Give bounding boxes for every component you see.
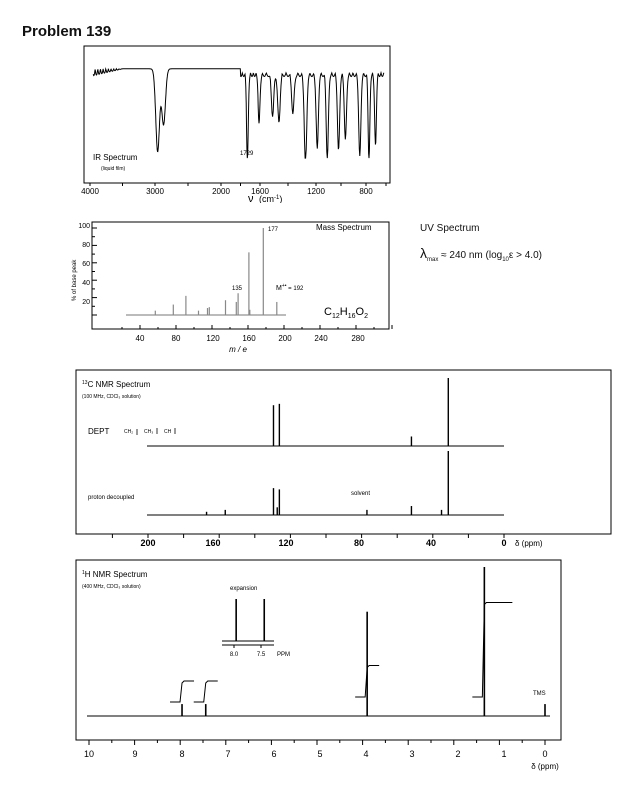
h1-title: $^1$H NMR Spectrum — [82, 570, 148, 579]
ms-formula: $C_{12}H_{16}O_2$ — [324, 306, 368, 320]
h1-tick-label: 9 — [132, 749, 138, 759]
ms-xtick-marks — [122, 325, 392, 329]
ms-ytick-label: 20 — [82, 299, 90, 306]
dept-ch3-label: CH₃ — [144, 429, 154, 435]
c13-tick-label: 120 — [278, 538, 294, 548]
ms-xtick-label: 80 — [171, 334, 181, 343]
h1-tick-labels — [84, 749, 548, 759]
expansion-unit: PPM — [277, 652, 291, 658]
dept-peaks — [273, 378, 448, 446]
c13-tick-label: 40 — [425, 538, 437, 548]
c13-tick-label: 200 — [140, 538, 156, 548]
h1-xlabel: δ (ppm) — [531, 762, 559, 771]
ir-tick-labels — [81, 187, 373, 196]
ir-xlabel: ν $(cm^{-1})$ — [248, 193, 283, 203]
uv-lambda-max: $\lambda_{max} \approx 240$ nm $(\log_{10}\varepsilon > 4.0)$ — [420, 245, 542, 263]
c13-tick-marks — [112, 534, 504, 538]
h1-subtitle: (400 MHz, CDCl₃ solution) — [82, 584, 141, 590]
ms-yticks — [78, 223, 90, 306]
solvent-label: solvent — [351, 491, 371, 497]
c13-xlabel: δ (ppm) — [515, 539, 543, 548]
dept-label: DEPT — [88, 427, 110, 436]
problem-title: Problem 139 — [22, 23, 112, 40]
expansion-peaks — [236, 599, 264, 641]
ms-xlabel: m / e — [229, 345, 247, 353]
c13-tick-label: 0 — [501, 538, 507, 548]
ms-title: Mass Spectrum — [316, 223, 372, 232]
h1-tick-marks — [89, 740, 545, 745]
h1-integral-curve — [472, 603, 512, 698]
h1-tick-label: 6 — [271, 749, 277, 759]
ms-ytick-label: 100 — [78, 223, 90, 230]
h1-tick-label: 1 — [501, 749, 507, 759]
h1-tick-label: 3 — [409, 749, 415, 759]
h1-tick-label: 8 — [179, 749, 185, 759]
c13-tick-label: 160 — [205, 538, 221, 548]
mass-spectrum-panel — [66, 218, 406, 353]
h1-tick-label: 7 — [225, 749, 231, 759]
ms-ytick-label: 40 — [82, 280, 90, 287]
ms-xtick-label: 200 — [278, 334, 292, 343]
ir-subtitle: (liquid film) — [101, 166, 126, 172]
h1-nmr-panel — [72, 557, 630, 795]
ms-ytick-label: 80 — [82, 242, 90, 249]
ir-trace — [93, 69, 384, 158]
c13-nmr-panel — [72, 367, 631, 549]
h1-tick-label: 2 — [455, 749, 461, 759]
proton-decoupled-peaks — [207, 451, 449, 515]
h1-integral-curve — [194, 681, 218, 702]
ir-tick-label: 3000 — [146, 187, 164, 196]
ir-peak-label: 1729 — [240, 151, 254, 157]
tms-label: TMS — [533, 691, 546, 697]
c13-subtitle: (100 MHz, CDCl₃ solution) — [82, 394, 141, 400]
ir-tick-label: 4000 — [81, 187, 99, 196]
ir-tick-label: 1600 — [251, 187, 269, 196]
c13-tick-label: 80 — [353, 538, 365, 548]
ms-bars — [155, 228, 276, 315]
ms-xtick-label: 160 — [242, 334, 256, 343]
ms-ylabel: % of base peak — [72, 259, 78, 301]
ms-xtick-label: 120 — [206, 334, 220, 343]
h1-tick-label: 0 — [542, 749, 548, 759]
c13-tick-labels — [140, 538, 506, 548]
h1-tick-label: 10 — [83, 749, 95, 759]
ir-spectrum-panel — [80, 43, 400, 203]
ms-ytick-marks — [92, 228, 97, 315]
ms-base-peak-label: 177 — [268, 227, 279, 233]
h1-tick-label: 4 — [363, 749, 369, 759]
expansion-tick-label: 7.5 — [256, 652, 266, 658]
ir-tick-label: 2000 — [212, 187, 230, 196]
expansion-tick-label: 8.0 — [229, 652, 239, 658]
ir-tick-label: 1200 — [307, 187, 325, 196]
ir-title: IR Spectrum — [93, 153, 138, 162]
ms-xtick-label: 240 — [314, 334, 328, 343]
uv-title: UV Spectrum — [420, 223, 480, 234]
ms-xtick-label: 40 — [135, 334, 145, 343]
h1-frame — [76, 560, 561, 740]
h1-integral-curve — [170, 681, 194, 702]
h1-tick-label: 5 — [317, 749, 323, 759]
dept-ch2-label: CH₂ — [124, 429, 134, 435]
expansion-label: expansion — [230, 586, 258, 592]
ir-tick-label: 800 — [359, 187, 373, 196]
ms-peak-label-135: 135 — [232, 286, 243, 292]
proton-decoupled-label: proton decoupled — [88, 495, 135, 501]
c13-title: $^{13}$C NMR Spectrum — [82, 380, 151, 389]
ms-xtick-labels — [136, 334, 366, 343]
dept-ch-label: CH — [164, 429, 172, 435]
ms-ytick-label: 60 — [82, 261, 90, 268]
c13-frame — [76, 370, 611, 534]
ms-xtick-label: 280 — [351, 334, 365, 343]
h1-integration-curves — [170, 603, 512, 703]
ms-molecular-ion: M+• = 192 — [276, 283, 304, 292]
